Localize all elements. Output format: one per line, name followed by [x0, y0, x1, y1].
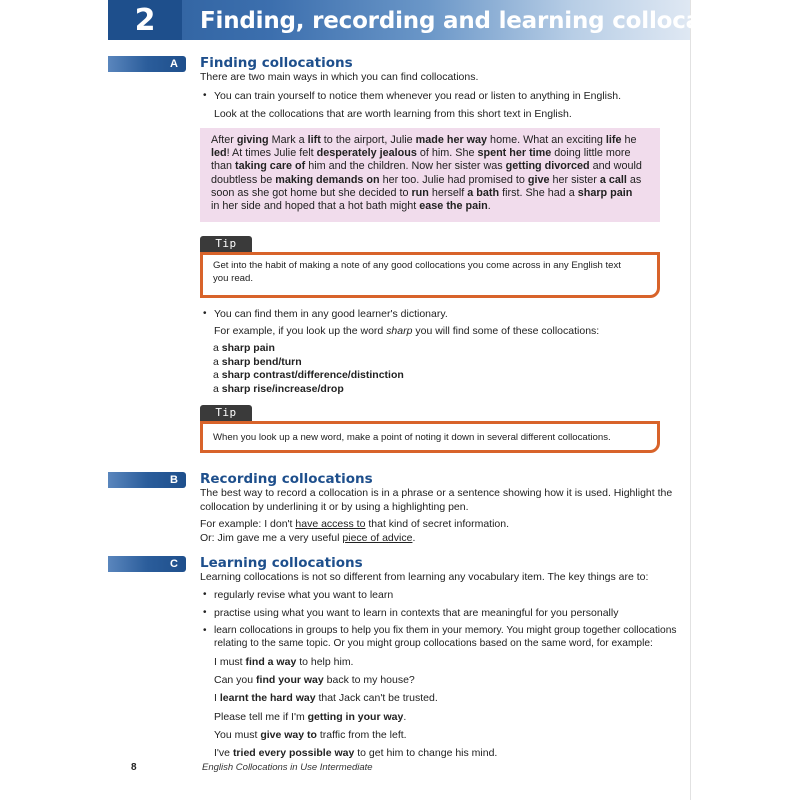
- section-a-letter: A: [170, 58, 178, 70]
- passage-text: Mark a: [268, 134, 308, 146]
- follow-pre: For example, if you look up the word: [214, 325, 387, 337]
- tip-2-label: Tip: [200, 405, 252, 421]
- section-b-line-2: collocation by underlining it or by using a highlighting pen.: [200, 501, 469, 513]
- passage-text: to the airport, Julie: [320, 134, 416, 146]
- dictionary-collocation: [213, 368, 404, 382]
- section-b-letter: B: [170, 474, 178, 486]
- collocation-highlight: sharp pain: [577, 186, 633, 199]
- section-c-bullet: practise using what you want to learn in contexts that are meaningful for you personally: [214, 607, 619, 619]
- collocation-highlight: led: [211, 147, 227, 160]
- section-c-example: [214, 691, 438, 705]
- example-passage: [200, 128, 660, 222]
- passage-text: than: [211, 160, 236, 173]
- tip-1-line-1: Get into the habit of making a note of any good collocations you come across in any English text: [213, 260, 621, 271]
- collocation-highlight: taking care of: [235, 160, 306, 173]
- example-pre: Can you: [214, 674, 257, 687]
- section-b-example-1: [200, 517, 509, 531]
- section-b-example-2: [200, 531, 415, 545]
- bullet-icon: •: [203, 607, 207, 618]
- example-1-pre: For example: I don't: [200, 518, 296, 530]
- section-b-line-1: The best way to record a collocation is in a phrase or a sentence showing how it is used. Highlight the: [200, 487, 673, 499]
- example-post: back to my house?: [323, 674, 415, 687]
- section-c-marker: [108, 556, 186, 572]
- section-c-bullet: learn collocations in groups to help you fix them in your memory. You might group together collocations: [214, 625, 677, 636]
- example-collocation: tried every possible way: [232, 747, 355, 759]
- collocation-highlight: lift: [307, 134, 321, 146]
- passage-text: ! At times Julie felt: [226, 147, 317, 160]
- passage-text: he: [621, 134, 637, 146]
- passage-text: home. What an exciting: [487, 134, 606, 146]
- example-collocation: find a way: [245, 656, 297, 668]
- passage-line: [211, 160, 650, 173]
- book-title: English Collocations in Use Intermediate: [202, 762, 373, 773]
- example-post: traffic from the left.: [316, 728, 407, 741]
- collocation-highlight: giving: [236, 134, 269, 146]
- collocation: sharp contrast/difference/distinction: [221, 369, 404, 381]
- tip-1-line-2: you read.: [213, 273, 254, 284]
- passage-line: [211, 174, 650, 187]
- example-2-pre: Or: Jim gave me a very useful: [200, 532, 343, 544]
- tip-1-box: [200, 252, 660, 298]
- tip-2-box: [200, 421, 660, 453]
- section-c-bullet: relating to the same topic. Or you might group collocations based on the same word, for example:: [214, 638, 653, 649]
- collocation-highlight: making demands on: [275, 173, 380, 186]
- passage-text: her sister: [549, 173, 600, 186]
- bullet-icon: •: [203, 589, 207, 600]
- section-c-bullet: regularly revise what you want to learn: [214, 589, 394, 601]
- example-post: to help him.: [296, 656, 354, 668]
- article: a: [213, 342, 222, 354]
- section-c-title: Learning collocations: [200, 555, 363, 571]
- dictionary-collocation: [213, 341, 275, 355]
- passage-line: [211, 187, 650, 200]
- example-post: that Jack can't be trusted.: [315, 692, 438, 705]
- article: a: [213, 382, 222, 395]
- section-a-bullet-1-follow: Look at the collocations that are worth learning from this short text in English.: [214, 108, 572, 120]
- section-c-example: [214, 746, 497, 760]
- article: a: [213, 369, 222, 381]
- collocation: sharp rise/increase/drop: [221, 382, 344, 395]
- passage-text: soon as she got home but she decided to: [211, 186, 412, 199]
- example-2-underlined: piece of advice: [342, 532, 413, 544]
- page-number: 8: [131, 762, 137, 773]
- passage-text: doubtless be: [211, 173, 276, 186]
- section-a-title: Finding collocations: [200, 55, 353, 71]
- example-pre: I: [214, 692, 220, 705]
- passage-text: of him. She: [416, 147, 478, 160]
- tip-1-label: Tip: [200, 236, 252, 252]
- collocation-highlight: getting divorced: [505, 160, 590, 173]
- page-margin-rule: [690, 0, 691, 800]
- example-1-underlined: have access to: [295, 518, 366, 530]
- section-a-bullet-2-follow: [214, 324, 599, 338]
- example-collocation: find your way: [256, 674, 324, 687]
- follow-post: you will find some of these collocations:: [412, 325, 600, 337]
- section-c-example: [214, 710, 406, 724]
- unit-number: 2: [108, 0, 182, 40]
- passage-text: first. She had a: [499, 186, 578, 199]
- section-b-title: Recording collocations: [200, 471, 373, 487]
- article: a: [213, 355, 222, 368]
- collocation-highlight: give: [527, 173, 550, 186]
- collocation-highlight: desperately jealous: [316, 147, 417, 160]
- dictionary-collocation: [213, 382, 344, 396]
- section-a-marker: [108, 56, 186, 72]
- passage-line: [211, 147, 650, 160]
- passage-text: herself: [428, 186, 468, 199]
- example-post: to get him to change his mind.: [354, 747, 498, 759]
- collocation-highlight: spent her time: [477, 147, 552, 160]
- example-pre: I must: [214, 656, 246, 668]
- section-a-intro: There are two main ways in which you can find collocations.: [200, 71, 479, 83]
- dictionary-collocation: [213, 355, 302, 369]
- collocation-highlight: life: [605, 134, 622, 146]
- collocation-highlight: made her way: [415, 134, 488, 146]
- passage-text: doing little more: [551, 147, 631, 160]
- collocation: sharp bend/turn: [221, 355, 302, 368]
- passage-text: her too. Julie had promised to: [379, 173, 528, 186]
- example-1-post: that kind of secret information.: [365, 518, 510, 530]
- collocation-highlight: ease the pain: [419, 200, 488, 213]
- passage-text: After: [211, 134, 237, 146]
- example-post: .: [403, 710, 407, 723]
- example-pre: Please tell me if I'm: [214, 710, 308, 723]
- section-c-example: [214, 728, 407, 742]
- example-collocation: learnt the hard way: [219, 692, 316, 705]
- passage-text: and would: [589, 160, 642, 173]
- bullet-icon: •: [203, 90, 207, 101]
- section-c-letter: C: [170, 558, 178, 570]
- collocation-highlight: a call: [599, 173, 627, 186]
- bullet-icon: •: [203, 308, 207, 319]
- example-pre: You must: [214, 728, 261, 741]
- passage-text: .: [487, 200, 491, 213]
- example-collocation: give way to: [260, 728, 317, 741]
- section-a-bullet-2: You can find them in any good learner's dictionary.: [214, 308, 448, 320]
- section-c-example: [214, 673, 415, 687]
- passage-line: [211, 134, 650, 147]
- section-a-bullet-1: You can train yourself to notice them whenever you read or listen to anything in English.: [214, 90, 622, 102]
- collocation-highlight: a bath: [467, 186, 500, 199]
- passage-text: as: [626, 173, 642, 186]
- passage-text: in her side and hoped that a hot bath might: [211, 200, 420, 213]
- section-b-marker: [108, 472, 186, 488]
- passage-line: [211, 200, 650, 213]
- example-collocation: getting in your way: [307, 710, 404, 723]
- bullet-icon: •: [203, 625, 207, 636]
- example-2-post: .: [412, 532, 416, 544]
- unit-title: Finding, recording and learning collocations: [200, 8, 765, 34]
- collocation-highlight: run: [411, 186, 429, 199]
- follow-keyword: sharp: [386, 325, 413, 337]
- collocation: sharp pain: [221, 342, 275, 354]
- tip-2-text: When you look up a new word, make a point of noting it down in several different collocations.: [213, 432, 611, 443]
- example-pre: I've: [214, 747, 233, 759]
- section-c-example: [214, 655, 353, 669]
- section-c-intro: Learning collocations is not so different from learning any vocabulary item. The key things are to:: [200, 571, 649, 583]
- passage-text: him and the children. Now her sister was: [305, 160, 506, 173]
